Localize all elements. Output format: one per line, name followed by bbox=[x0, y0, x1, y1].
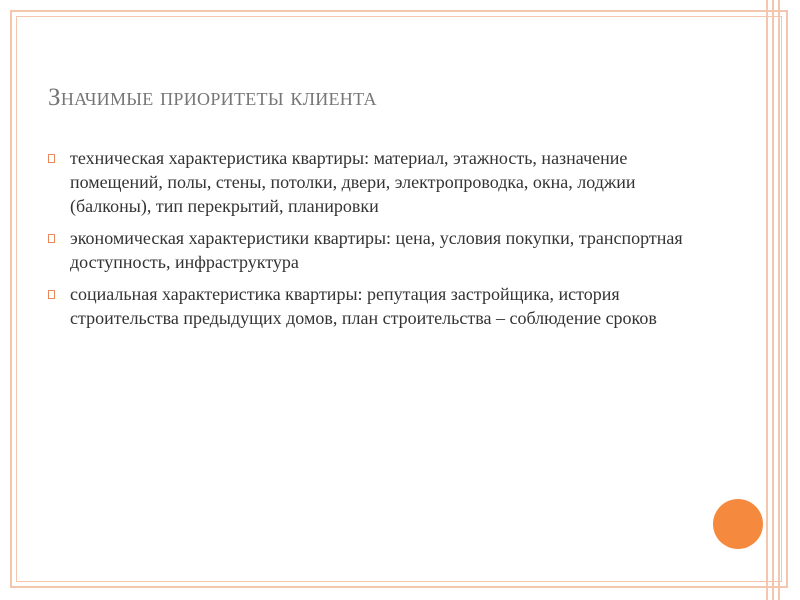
bullet-list bbox=[48, 146, 688, 338]
bullet-text: техническая характеристика квартиры: материал, этажность, назначение помещений, полы, стены, потолки, двери, электропроводка, окна, лоджии (балконы), тип перекрытий, планировки bbox=[70, 148, 636, 216]
decorative-rail bbox=[778, 0, 780, 600]
bullet-text: экономическая характеристики квартиры: цена, условия покупки, транспортная доступность, инфраструктура bbox=[70, 228, 683, 272]
decorative-rail bbox=[766, 0, 768, 600]
bullet-square-icon bbox=[48, 154, 55, 163]
bullet-item bbox=[48, 226, 688, 274]
accent-circle-icon bbox=[713, 499, 763, 549]
bullet-item bbox=[48, 146, 688, 218]
slide-title: Значимые приоритеты клиента bbox=[48, 84, 377, 111]
decorative-rail bbox=[772, 0, 774, 600]
bullet-item bbox=[48, 282, 688, 330]
bullet-square-icon bbox=[48, 290, 55, 299]
bullet-square-icon bbox=[48, 234, 55, 243]
bullet-text: социальная характеристика квартиры: репутация застройщика, история строительства предыдущих домов, план строительства – соблюдение сроков bbox=[70, 284, 657, 328]
